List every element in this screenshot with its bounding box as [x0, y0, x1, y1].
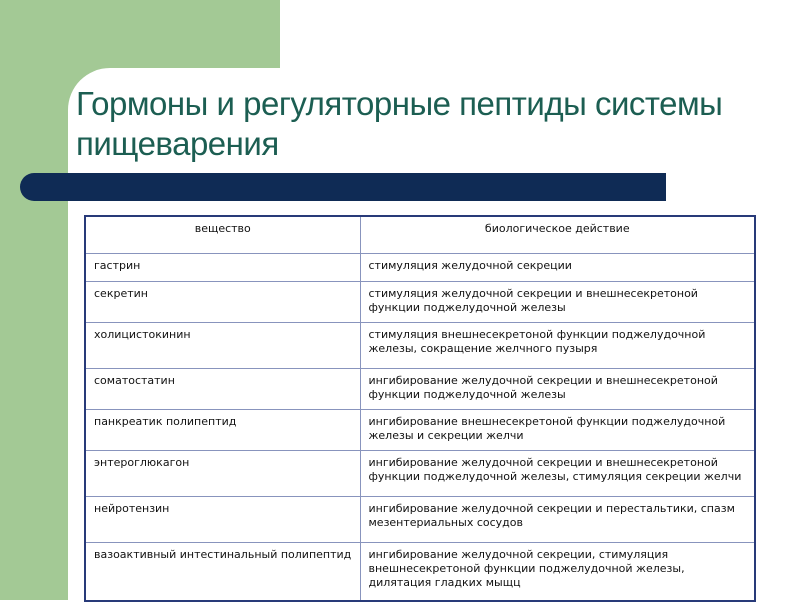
slide-title: Гормоны и регуляторные пептиды системы пищеварения — [76, 85, 723, 162]
substance-cell: секретин — [85, 282, 360, 323]
table-row — [85, 497, 755, 543]
table-row — [85, 323, 755, 369]
substance-cell: нейротензин — [85, 497, 360, 543]
action-cell: стимуляция желудочной секреции и внешнесекретоной функции поджелудочной железы — [360, 282, 755, 323]
substance-cell: энтероглюкагон — [85, 451, 360, 497]
table-row — [85, 282, 755, 323]
substance-cell: соматостатин — [85, 369, 360, 410]
table-header-row — [85, 216, 755, 254]
table-row — [85, 410, 755, 451]
substance-cell: вазоактивный интестинальный полипептид — [85, 543, 360, 602]
column-header-action: биологическое действие — [360, 216, 755, 254]
action-cell: стимуляция желудочной секреции — [360, 254, 755, 282]
hormones-table-container — [84, 215, 754, 602]
action-cell: стимуляция внешнесекретоной функции поджелудочной железы, сокращение желчного пузыря — [360, 323, 755, 369]
action-cell: ингибирование внешнесекретоной функции поджелудочной железы и секреции желчи — [360, 410, 755, 451]
action-cell: ингибирование желудочной секреции и внешнесекретоной функции поджелудочной железы — [360, 369, 755, 410]
hormones-table — [84, 215, 756, 602]
action-cell: ингибирование желудочной секреции и перестальтики, спазм мезентериальных сосудов — [360, 497, 755, 543]
column-header-substance: вещество — [85, 216, 360, 254]
substance-cell: гастрин — [85, 254, 360, 282]
substance-cell: холицистокинин — [85, 323, 360, 369]
substance-cell: панкреатик полипептид — [85, 410, 360, 451]
title-underline-bar — [20, 173, 666, 201]
action-cell: ингибирование желудочной секреции и внешнесекретоной функции поджелудочной железы, стимуляция секреции желчи — [360, 451, 755, 497]
table-row — [85, 254, 755, 282]
table-row — [85, 543, 755, 602]
table-row — [85, 369, 755, 410]
action-cell: ингибирование желудочной секреции, стимуляция внешнесекретоной функции поджелудочной железы, дилятация гладких мыщц — [360, 543, 755, 602]
table-row — [85, 451, 755, 497]
